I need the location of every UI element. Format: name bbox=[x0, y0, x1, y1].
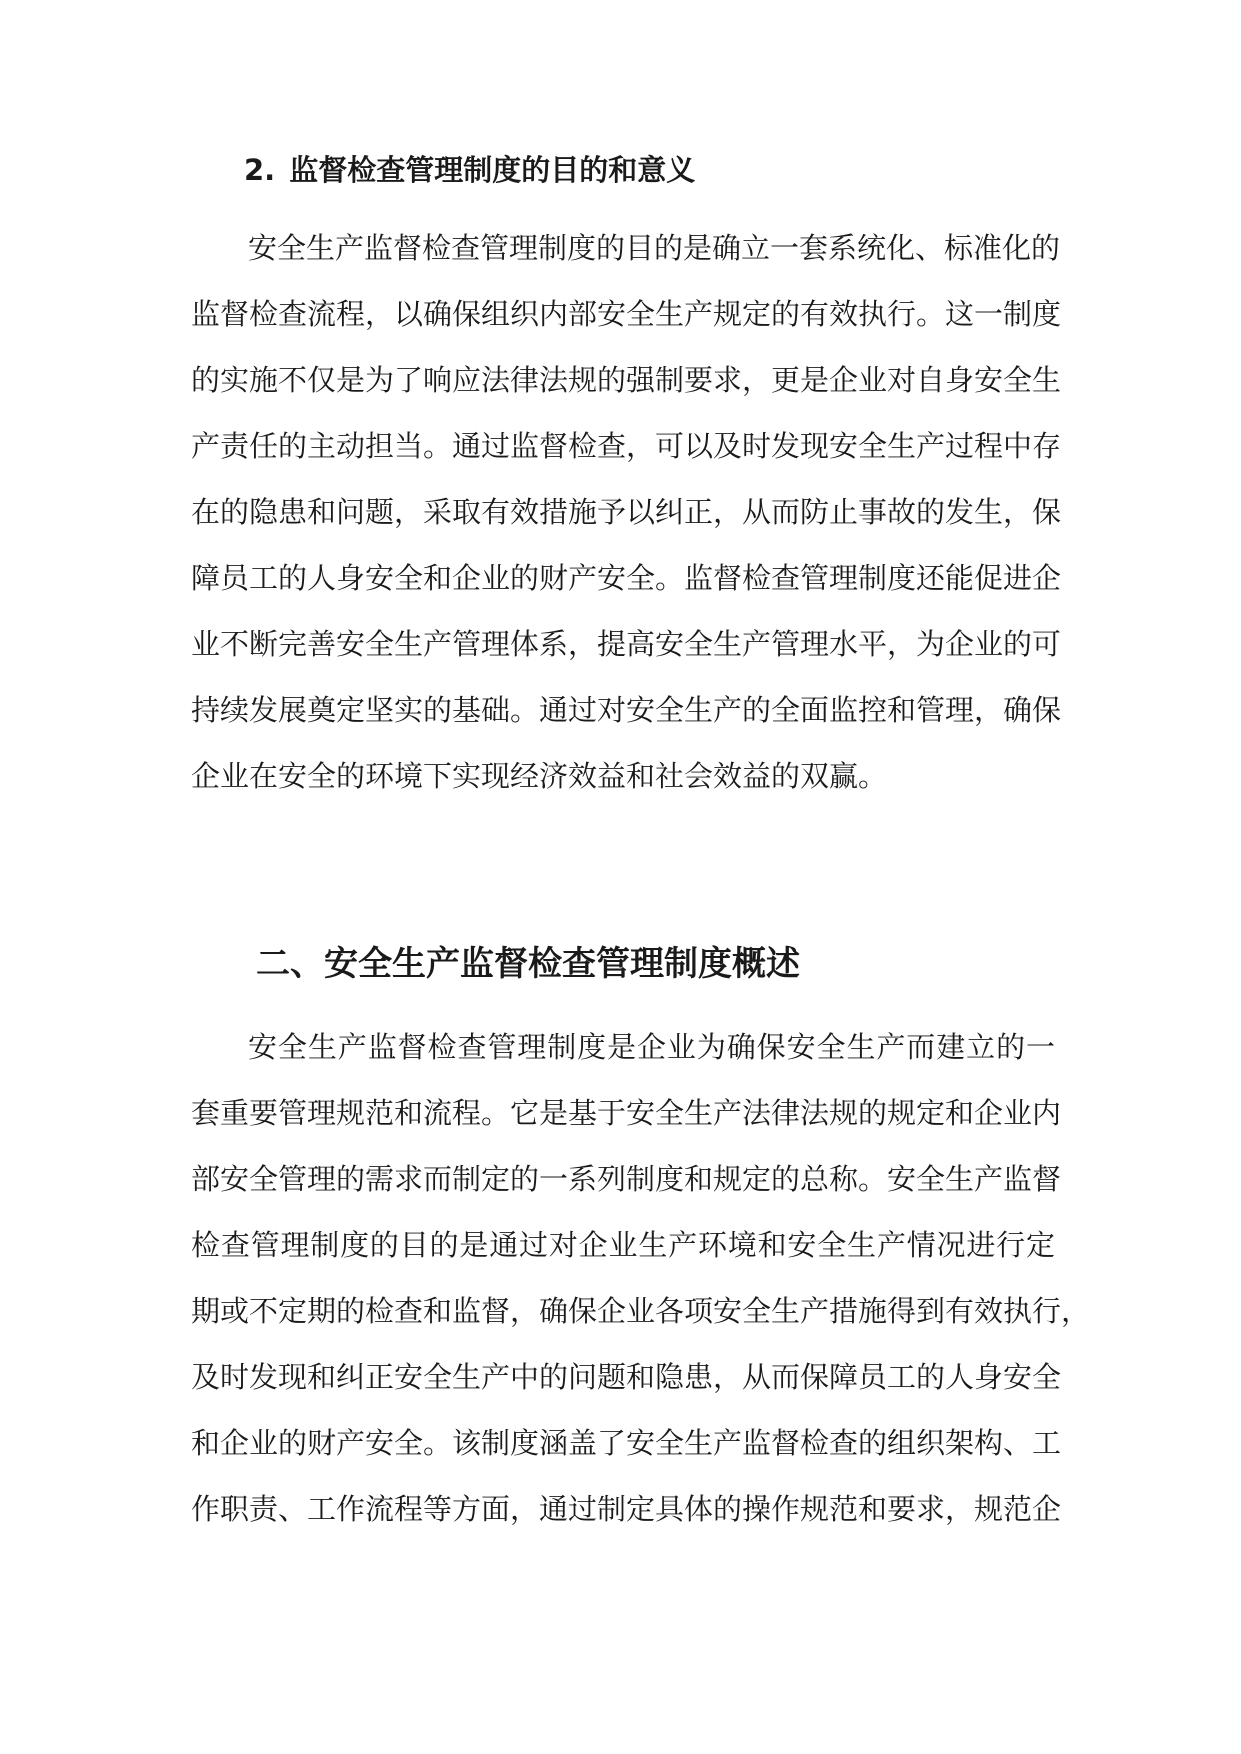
text-line: 障员工的人身安全和企业的财产安全。监督检查管理制度还能促进企 bbox=[191, 561, 1062, 595]
text-line: 在的隐患和问题，采取有效措施予以纠正，从而防止事故的发生，保 bbox=[191, 495, 1062, 529]
subsection-heading bbox=[244, 150, 1044, 190]
text-line: 套重要管理规范和流程。它是基于安全生产法律法规的规定和企业内 bbox=[191, 1096, 1062, 1130]
text-line: 检查管理制度的目的是通过对企业生产环境和安全生产情况进行定 bbox=[191, 1228, 1055, 1262]
text-line: 和企业的财产安全。该制度涵盖了安全生产监督检查的组织架构、工 bbox=[191, 1426, 1062, 1460]
text-line: 监督检查流程，以确保组织内部安全生产规定的有效执行。这一制度 bbox=[191, 297, 1062, 331]
text-line: 安全生产监督检查管理制度是企业为确保安全生产而建立的一 bbox=[248, 1030, 1055, 1064]
text-line: 产责任的主动担当。通过监督检查，可以及时发现安全生产过程中存 bbox=[191, 429, 1062, 463]
text-line: 安全生产监督检查管理制度的目的是确立一套系统化、标准化的 bbox=[248, 231, 1061, 265]
subsection-title: 监督检查管理制度的目的和意义 bbox=[289, 153, 696, 187]
text-line: 期或不定期的检查和监督，确保企业各项安全生产措施得到有效执行， bbox=[191, 1294, 1091, 1328]
subsection-number: 2. bbox=[244, 153, 276, 187]
text-line: 企业在安全的环境下实现经济效益和社会效益的双赢。 bbox=[191, 759, 888, 793]
paragraph-purpose bbox=[191, 215, 1062, 809]
text-line: 业不断完善安全生产管理体系，提高安全生产管理水平，为企业的可 bbox=[191, 627, 1062, 661]
text-line: 部安全管理的需求而制定的一系列制度和规定的总称。安全生产监督 bbox=[191, 1162, 1062, 1196]
section-heading: 二、安全生产监督检查管理制度概述 bbox=[256, 944, 800, 984]
paragraph-overview bbox=[191, 1014, 1091, 1542]
text-line: 持续发展奠定坚实的基础。通过对安全生产的全面监控和管理，确保 bbox=[191, 693, 1062, 727]
text-line: 的实施不仅是为了响应法律法规的强制要求，更是企业对自身安全生 bbox=[191, 363, 1062, 397]
text-line: 作职责、工作流程等方面，通过制定具体的操作规范和要求，规范企 bbox=[191, 1492, 1062, 1526]
text-line: 及时发现和纠正安全生产中的问题和隐患，从而保障员工的人身安全 bbox=[191, 1360, 1062, 1394]
